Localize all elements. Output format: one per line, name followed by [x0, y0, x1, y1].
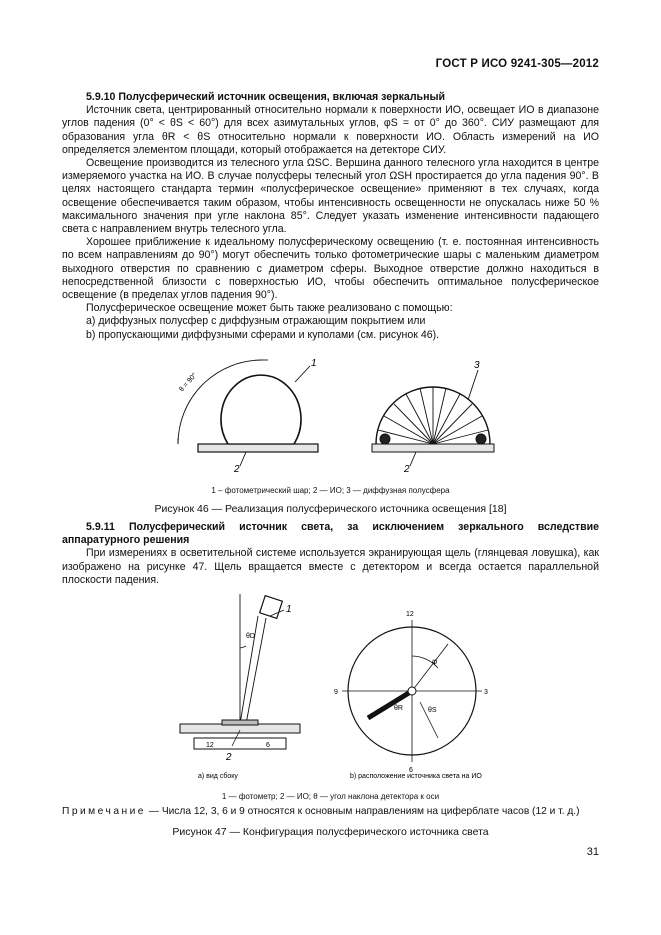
- fig47-scale-6: 6: [266, 742, 270, 749]
- list-item: b) пропускающими диффузными сферами и куполами (см. рисунок 46).: [86, 328, 440, 341]
- fig47-sub-a: а) вид сбоку: [198, 773, 238, 780]
- fig46-label-3: 3: [474, 360, 480, 371]
- figure-47: [170, 588, 510, 784]
- paragraph: При измерениях в осветительной системе используется экранирующая щель (глянцевая ловушка), как изображено на рисунке 47. Щель вращается вместе с детектором и всегда остается параллельной плоскости падения.: [62, 547, 599, 586]
- dial-12: 12: [406, 611, 414, 618]
- dial-9: 9: [334, 689, 338, 696]
- document-header: ГОСТ Р ИСО 9241-305—2012: [435, 58, 599, 70]
- fig47-theta-s: θS: [428, 707, 437, 714]
- dial-6: 6: [409, 767, 413, 774]
- fig47-scale-12: 12: [206, 742, 214, 749]
- section-5-9-11: [62, 521, 599, 587]
- list-item: a) диффузных полусфер с диффузным отражающим покрытием или: [86, 315, 426, 328]
- note-text: — Числа 12, 3, 6 и 9 относятся к основным направлениям на циферблате часов (12 и т. д.): [145, 806, 580, 817]
- fig46-label-1: 1: [311, 358, 317, 369]
- dial-3: 3: [484, 689, 488, 696]
- paragraph: Хорошее приближение к идеальному полусферическому освещению (т. е. постоянная интенсивность по всем направлениям до 90°) могут обеспечить только фотометрические шары с маленьким диаметром выходного отверстия по сравнению с диаметром сферы. Выходное отверстие должно находиться в непосредственной близости с поверхностью ИО, чтобы обеспечить оптимальное полусферическое освещение (в пределах углов падения 90°).: [62, 236, 599, 302]
- diffuse-hemisphere-diagram: [372, 370, 494, 466]
- page-number: 31: [586, 846, 599, 858]
- fig46-label-2-right: 2: [404, 464, 410, 475]
- photometric-sphere-diagram: [178, 360, 318, 466]
- fig47-phi: φ: [432, 657, 438, 666]
- fig47-label-2: 2: [226, 752, 232, 763]
- side-view-diagram: [180, 594, 300, 749]
- figure-47-caption: Рисунок 47 — Конфигурация полусферического источника света: [172, 826, 489, 838]
- figure-47-legend: 1 — фотометр; 2 — ИО; θ — угол наклона детектора к оси: [221, 792, 440, 801]
- fig47-theta-r: θR: [394, 705, 403, 712]
- paragraph: Источник света, центрированный относительно нормали к поверхности ИО, освещает ИО в диапазоне углов падения (0° < θS < 60°) для всех азимутальных углов, φS = от 0° до 360°. СИУ размещают для образования угла θR < θS относительно нормали к поверхности ИО. Область измерений на ИО определяется элементом площади, который отображается на детекторе СИУ.: [62, 104, 599, 156]
- section-heading: 5.9.11 Полусферический источник света, за исключением зеркального вследствие аппаратурного решения: [62, 521, 599, 547]
- clock-dial-diagram: [342, 620, 482, 762]
- fig46-angle-label: θ = 90°: [178, 371, 199, 394]
- paragraph: Полусферическое освещение может быть также реализовано с помощью:: [86, 302, 453, 315]
- section-heading: 5.9.10 Полусферический источник освещения, включая зеркальный: [86, 91, 446, 103]
- fig47-label-1: 1: [286, 604, 292, 615]
- figure-46: [150, 352, 510, 478]
- fig46-label-2-left: 2: [234, 464, 240, 475]
- figure-46-caption: Рисунок 46 — Реализация полусферического источника освещения [18]: [154, 503, 507, 515]
- section-5-9-10: [62, 91, 599, 342]
- figure-46-legend: 1 – фотометрический шар; 2 — ИО; 3 — диффузная полусфера: [211, 486, 450, 495]
- paragraph: Освещение производится из телесного угла ΩSC. Вершина данного телесного угла находится в центре измеряемого участка на ИО. В случае полусферы телесный угол ΩSH простирается до угла падения 90°. В целях настоящего стандарта термин «полусферическое освещение» применяют в тех случаях, когда освещение обеспечивается таким образом, чтобы интенсивность освещенности не опускалась ниже 50 % максимального значения при угле наклона 85°. Следует указать изменение интенсивности падающего света с направлением внутрь телесного угла.: [62, 157, 599, 236]
- figure-47-note: [62, 806, 622, 817]
- note-label: Примечание: [62, 806, 146, 817]
- fig47-theta-d: θD: [246, 633, 255, 640]
- fig47-sub-b: b) расположение источника света на ИО: [350, 773, 482, 780]
